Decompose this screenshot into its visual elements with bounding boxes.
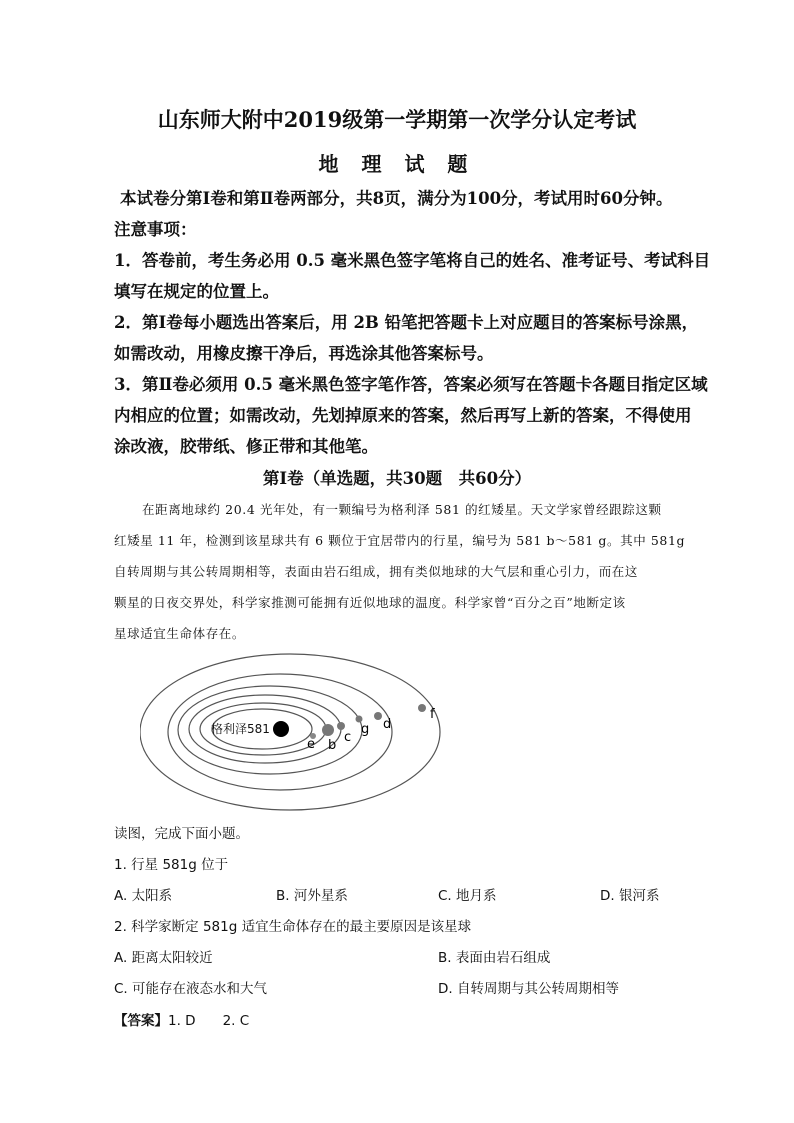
star-label: 格利泽581 — [211, 722, 270, 736]
note-line: 1．答卷前，考生务必用 0.5 毫米黑色签字笔将自己的姓名、准考证号、考试科目 — [114, 251, 711, 270]
note-line: 2．第Ⅰ卷每小题选出答案后，用 2B 铅笔把答题卡上对应题目的答案标号涂黑， — [114, 313, 699, 332]
orbit-g — [178, 686, 362, 774]
passage-line: 颗星的日夜交界处，科学家推测可能拥有近似地球的温度。科学家曾“百分之百”地断定该 — [114, 595, 626, 610]
question-1-option-a: A. 太阳系 — [114, 888, 173, 904]
planet-f-label: f — [430, 707, 435, 722]
answer-text: 1. D 2. C — [168, 1013, 250, 1029]
planet-f-dot — [418, 704, 426, 712]
passage-line: 自转周期与其公转周期相等，表面由岩石组成，拥有类似地球的大气层和重心引力，而在这 — [114, 564, 639, 579]
note-line: 3．第Ⅱ卷必须用 0.5 毫米黑色签字笔作答，答案必须写在答题卡各题目指定区域 — [114, 375, 708, 394]
question-1-option-c: C. 地月系 — [438, 888, 497, 904]
question-2-option-b: B. 表面由岩石组成 — [438, 950, 551, 966]
note-line: 填写在规定的位置上。 — [114, 282, 279, 301]
note-line: 如需改动，用橡皮擦干净后，再选涂其他答案标号。 — [114, 344, 494, 363]
orbit-diagram — [140, 652, 460, 814]
question-1-option-b: B. 河外星系 — [276, 888, 348, 904]
section-title: 第Ⅰ卷（单选题，共30题 共60分） — [262, 469, 532, 488]
question-2-option-a: A. 距离太阳较近 — [114, 950, 213, 966]
planet-e-label: e — [307, 737, 315, 752]
question-2-option-d: D. 自转周期与其公转周期相等 — [438, 981, 619, 997]
notes-heading: 注意事项： — [114, 220, 197, 239]
intro-text: 本试卷分第Ⅰ卷和第Ⅱ卷两部分，共8页，满分为100分，考试用时60分钟。 — [120, 189, 673, 208]
exam-title: 山东师大附中2019级第一学期第一次学分认定考试 — [157, 107, 637, 132]
planet-c-dot — [337, 722, 345, 730]
answer-label: 【答案】 — [114, 1013, 168, 1029]
question-2-stem: 2. 科学家断定 581g 适宜生命体存在的最主要原因是该星球 — [114, 919, 472, 935]
planet-d-dot — [374, 712, 382, 720]
passage-line: 在距离地球约 20.4 光年处，有一颗编号为格利泽 581 的红矮星。天文学家曾经跟踪这颗 — [142, 502, 662, 517]
read-prompt: 读图，完成下面小题。 — [114, 826, 249, 842]
star-dot — [273, 721, 289, 737]
planet-g-label: g — [361, 722, 370, 737]
planet-d-label: d — [383, 717, 392, 732]
orbit-f — [140, 654, 440, 810]
note-line: 内相应的位置；如需改动，先划掉原来的答案，然后再写上新的答案，不得使用 — [114, 406, 692, 425]
planet-b-label: b — [328, 738, 337, 753]
passage-line: 红矮星 11 年，检测到该星球共有 6 颗位于宜居带内的行星，编号为 581 b～581 g。其中 581g — [114, 533, 686, 548]
question-2-option-c: C. 可能存在液态水和大气 — [114, 981, 268, 997]
question-1-option-d: D. 银河系 — [600, 888, 660, 904]
planet-b-dot — [322, 724, 334, 736]
answer-line — [114, 1009, 249, 1029]
planet-c-label: c — [344, 730, 352, 745]
subject-title: 地 理 试 题 — [318, 152, 476, 176]
question-1-stem: 1. 行星 581g 位于 — [114, 857, 229, 873]
passage-line: 星球适宜生命体存在。 — [114, 626, 246, 641]
note-line: 涂改液，胶带纸、修正带和其他笔。 — [114, 437, 378, 456]
